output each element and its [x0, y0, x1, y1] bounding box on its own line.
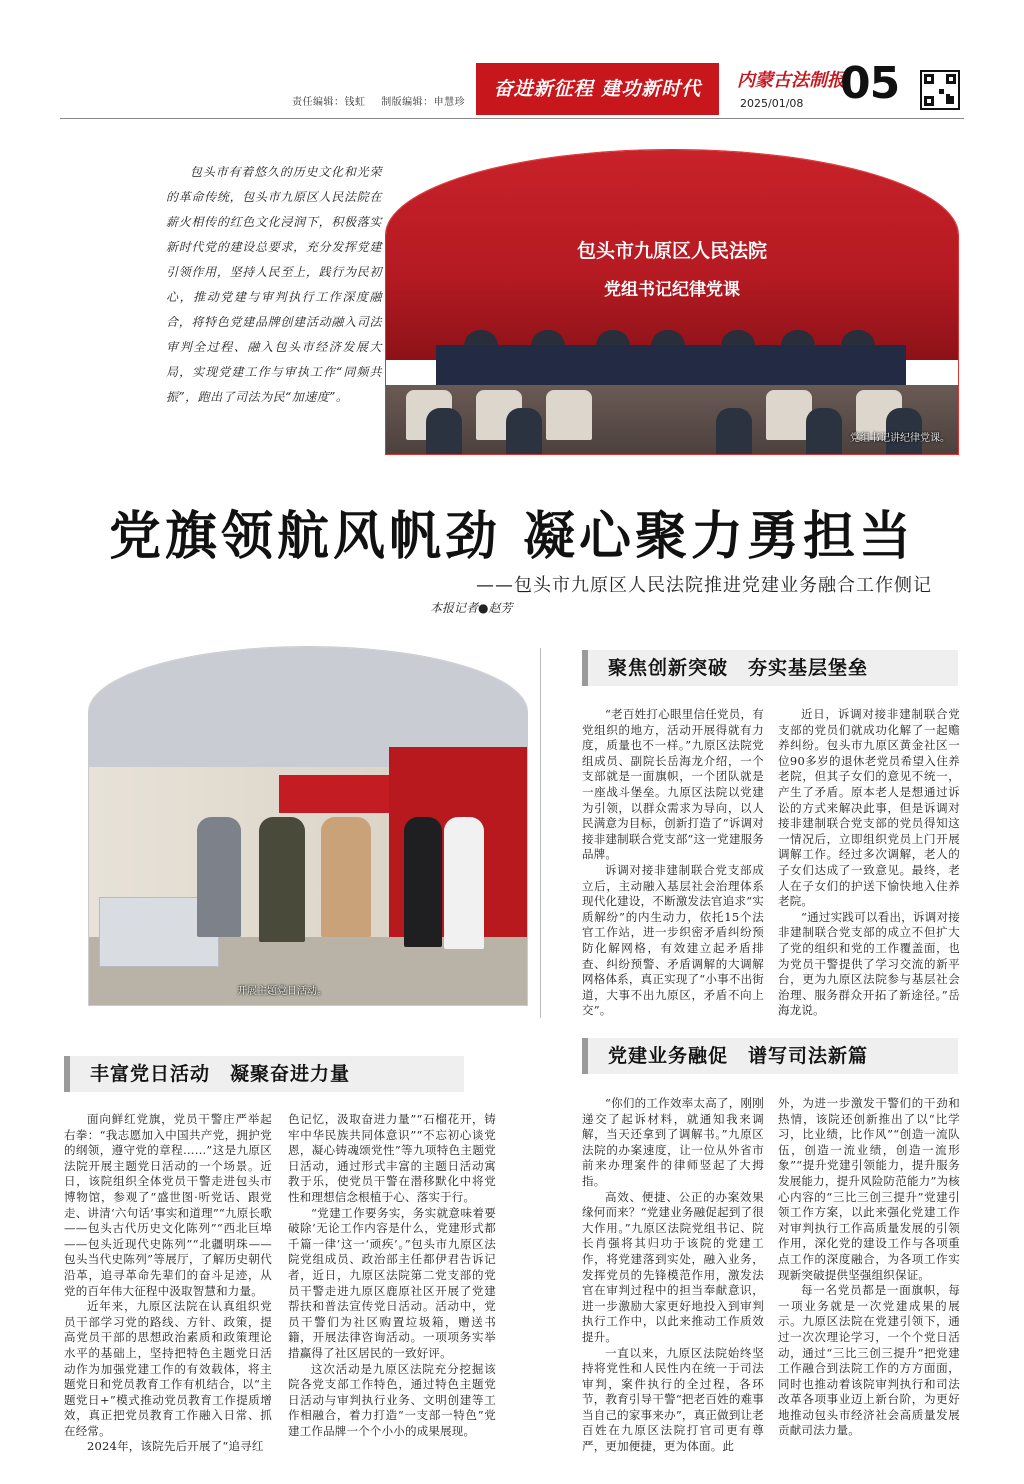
paragraph: “你们的工作效率太高了，刚刚递交了起诉材料，就通知我来调解，当天还拿到了调解书。”九原区法院的办案速度，让一位从外省市前来办理案件的律师竖起了大拇指。 — [582, 1096, 764, 1188]
section-title-part: 丰富党日活动 — [90, 1063, 211, 1085]
paragraph: 这次活动是九原区法院充分挖掘该院各党支部工作特色，通过特色主题党日活动与审判执行业务、文明创建等工作相融合，着力打造“一支部一特色”党建工作品牌一个个小小的成果展现。 — [288, 1361, 496, 1438]
paragraph: 高效、便捷、公正的办案效果缘何而来？“党建业务融促起到了很大作用。”九原区法院党组书记、院长肖强将其归功于该院的党建工作，将党建落到实处，融入业务，发挥党员的先锋模范作用，激发法官在审判过程中的担当奉献意识，进一步激励大家更好地投入到审判执行工作中，以此来推动工作质效提升。 — [582, 1189, 764, 1344]
intro-text: 包头市有着悠久的历史文化和光荣的革命传统，包头市九原区人民法院在薪火相传的红色文化浸润下，积极落实新时代党的建设总要求，充分发挥党建引领作用，坚持人民至上，践行为民初心，推动党建与审判执行工作深度融合，将特色党建品牌创建活动融入司法审判全过程、融入包头市经济发展大局，实现党建工作与审执工作“同频共振”，跑出了司法为民“加速度”。 — [166, 165, 382, 404]
screen-title-lecture: 党组书记纪律党课 — [604, 280, 740, 300]
intro-paragraph — [166, 160, 382, 410]
page-number: 05 — [840, 58, 900, 109]
visitor-figure — [321, 817, 371, 937]
section-header-innovation — [582, 650, 958, 686]
section-title-part: 谱写司法新篇 — [748, 1045, 869, 1067]
section-header-party-day — [64, 1056, 464, 1092]
paragraph: “通过实践可以看出，诉调对接非建制联合党支部的成立不但扩大了党的组织和党的工作覆盖面，也为党员干警提供了学习交流的新平台，更为九原区法院参与基层社会治理、服务群众开拓了新途径。”岳海龙说。 — [778, 909, 960, 1018]
audience-figure — [806, 408, 842, 455]
screen-title-court: 包头市九原区人民法院 — [576, 240, 767, 262]
photo-party-day — [88, 646, 528, 1006]
paragraph: 面向鲜红党旗，党员干警庄严举起右拳：“我志愿加入中国共产党，拥护党的纲领，遵守党的章程……”这是九原区法院开展主题党日活动的一个场景。近日，该院组织全体党员干警走进包头市博物馆，参观了“盛世图·听党话、跟党走、讲清‘六句话’事实和道理”“九原长歌——包头古代历史文化陈列”“西北巨埠——包头近现代史陈列”“北疆明珠——包头当代史陈列”等展厅，了解历史朝代沿革，追寻革命先辈们的奋斗足迹，从党的百年伟大征程中汲取智慧和力量。 — [64, 1112, 272, 1298]
paragraph: 色记忆，汲取奋进力量”“石榴花开，铸牢中华民族共同体意识”“不忘初心谈党恩，凝心铸魂颂党性”等九项特色主题党日活动，通过形式丰富的主题日活动寓教于乐，使党员干警在潜移默化中将党性和理想信念根植于心、落实于行。 — [288, 1112, 496, 1204]
section-title-part: 夯实基层堡垒 — [748, 657, 869, 679]
section-title-part: 凝聚奋进力量 — [230, 1063, 351, 1085]
issue-date: 2025/01/08 — [740, 97, 804, 110]
visitor-figure — [444, 817, 484, 949]
section-3-column-2 — [778, 1096, 960, 1439]
audience-figure — [426, 408, 462, 455]
editor-credits — [292, 93, 477, 108]
newspaper-logo: 内蒙古法制报 — [737, 70, 845, 91]
byline: 本报记者●赵芳 — [430, 601, 513, 615]
photo-party-lecture — [385, 149, 959, 455]
column-divider — [540, 648, 541, 1018]
section-1-column-2 — [778, 707, 960, 1019]
exhibit-title-board — [279, 775, 389, 813]
article-subheadline: ——包头市九原区人民法院推进党建业务融合工作侧记 — [476, 575, 932, 596]
layout-editor-name: 制版编辑：申慧珍 — [381, 97, 466, 108]
section-title-part: 聚焦创新突破 — [608, 657, 729, 679]
masthead — [0, 0, 1024, 122]
section-1-column-1 — [582, 707, 764, 1019]
paragraph: 2024年，该院先后开展了“追寻红 — [87, 1439, 264, 1454]
visitor-figure — [259, 817, 305, 942]
rostrum-table — [436, 345, 906, 385]
section-banner: 奋进新征程 建功新时代 — [476, 63, 719, 115]
audience-figure — [716, 408, 752, 455]
paragraph: 一直以来，九原区法院始终坚持将党性和人民性内在统一于司法审判，案件执行的全过程，各环节，教育引导干警“把老百姓的难事当自己的家事来办”，真正做到让老百姓在九原区法院打官司更有尊严，更加便捷，更为体面。此 — [582, 1345, 764, 1454]
lecture-scene — [386, 150, 958, 454]
paragraph: 每一名党员都是一面旗帜，每一项业务就是一次党建成果的展示。九原区法院在党建引领下，通过一次次理论学习，一个个党日活动，通过“三比三创三提升”把党建工作融合到法院工作的方方面面，同时也推动着该院审判执行和司法改革各项事业迈上新台阶，为更好地推动包头市经济社会高质量发展贡献司法力量。 — [778, 1283, 960, 1438]
article-headline: 党旗领航风帆劲 凝心聚力勇担当 — [108, 506, 916, 567]
photo-caption: 开展主题党日活动。 — [237, 986, 327, 997]
paragraph: “党建工作要务实，务实就意味着要破除‘无论工作内容是什么，党建形式都千篇一律’这一‘顽疾’。”包头市九原区法院党组成员、政治部主任都伊君告诉记者，近日，九原区法院第二党支部的党员干警走进九原区鹿原社区开展了党建帮扶和普法宣传党日活动。活动中，党员干警们为社区购置垃圾箱，赠送书籍，开展法律咨询活动。一项项务实举措赢得了社区居民的一致好评。 — [288, 1205, 496, 1360]
section-title-part: 党建业务融促 — [608, 1045, 729, 1067]
qr-code-icon — [920, 70, 960, 110]
visitor-figure — [197, 817, 241, 937]
photo-caption: 党组书记讲纪律党课。 — [850, 433, 950, 444]
visitor-figure — [404, 817, 442, 947]
chair — [546, 390, 592, 440]
paragraph: 近日，诉调对接非建制联合党支部的党员们就成功化解了一起赡养纠纷。包头市九原区黄金社区一位90多岁的退休老党员希望入住养老院，但其子女们的意见不统一，产生了矛盾。原本老人是想通过诉讼的方式来解决此事，但是诉调对接非建制联合党支部的党员得知这一情况后，立即组织党员上门开展调解工作。经过多次调解，老人的子女们达成了一致意见。最终，老人在子女们的护送下愉快地入住养老院。 — [778, 707, 960, 909]
paragraph: 外，为进一步激发干警们的干劲和热情，该院还创新推出了以“比学习，比业绩，比作风”“创造一流队伍，创造一流业绩，创造一流形象”“提升党建引领能力，提升服务发展能力，提升风险防范能力”为核心内容的“三比三创三提升”党建引领工作方案，以此来强化党建工作对审判执行工作高质量发展的引领作用，深化党的建设工作与各项重点工作的深度融合，为各项工作实现新突破提供坚强组织保证。 — [778, 1096, 960, 1282]
header-divider — [60, 118, 964, 119]
section-2-column-1 — [64, 1112, 272, 1455]
section-2-column-2 — [288, 1112, 496, 1439]
section-header-integration — [582, 1038, 958, 1074]
paragraph: “老百姓打心眼里信任党员，有党组织的地方，活动开展得就有力度，质量也不一样。”九原区法院党组成员、副院长岳海龙介绍，一个支部就是一面旗帜，一个团队就是一座战斗堡垒。九原区法院以党建为引领，以群众需求为导向，以人民满意为目标，创新打造了“诉调对接非建制联合党支部”这一党建服务品牌。 — [582, 707, 764, 862]
paragraph: 诉调对接非建制联合党支部成立后，主动融入基层社会治理体系现代化建设，不断激发法官追求“实质解纷”的内生动力，依托15个法官工作站，进一步织密矛盾纠纷预防化解网格，有效建立起矛盾排查、纠纷预警、矛盾调解的大调解网格体系，真正实现了“小事不出街道，大事不出九原区，矛盾不向上交”。 — [582, 862, 764, 1018]
audience-figure — [506, 408, 542, 455]
section-3-column-1 — [582, 1096, 764, 1455]
editor-name: 责任编辑：钱虹 — [292, 97, 366, 108]
paragraph: 近年来，九原区法院在认真组织党员干部学习党的路线、方针、政策，提高党员干部的思想政治素质和政策理论水平的基础上，坚持把特色主题党日活动作为加强党建工作的有效载体，将主题党日和党员教育工作有机结合，以“主题党日+”模式推动党员教育工作提质增效，真正把党员教育工作融入日常、抓在经常。 — [64, 1299, 272, 1438]
